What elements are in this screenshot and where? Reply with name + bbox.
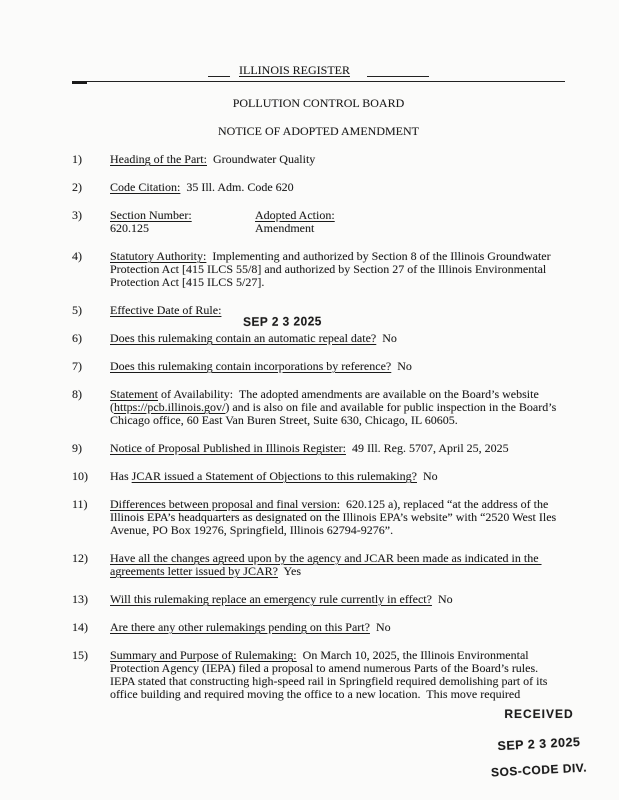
item-label: Summary and Purpose of Rulemaking: [110,648,297,662]
item-number: 6) [72,331,82,345]
item-value: No [391,359,412,373]
section-number-value: 620.125 [110,221,149,235]
adopted-action-value: Amendment [255,221,315,235]
received-date-stamp: SEP 2 3 2025 [497,734,581,754]
item-number: 15) [72,648,88,662]
item-14 [72,621,565,634]
item-15 [72,649,565,701]
item-value: No [416,469,438,483]
item-label: Notice of Proposal Published in Illinois Register: [110,441,346,455]
item-10 [72,470,565,483]
item-body [110,552,565,578]
item-value: Implementing and authorized by Section 8 of the Illinois Groundwater Protection Act [415 ILCS 55/8] and authorized by Section 27 of the Illinois Environmental Protection Act [415 ILCS 5/27]. [110,249,554,289]
item-value: 35 Ill. Adm. Code 620 [180,180,294,194]
item-11 [72,498,565,537]
item-7 [72,360,565,373]
notice-title: NOTICE OF ADOPTED AMENDMENT [218,124,419,138]
item-6 [72,332,565,345]
issue-number-blank [208,65,230,77]
item-label: JCAR issued a Statement of Objections to this rulemaking? [131,469,417,483]
item-label: Will this rulemaking replace an emergency rule currently in effect? [110,592,432,606]
item-body [110,470,565,483]
item-number: 14) [72,620,88,634]
item-9 [72,442,565,455]
item-label: Statement [110,387,158,401]
item-2 [72,181,565,194]
item-value: of Availability: The adopted amendments are available on the Board’s website ( [110,387,542,414]
item-body [110,498,565,537]
item-label: Heading of the Part: [110,152,207,166]
item-body [110,181,565,194]
adopted-action-label: Adopted Action: [255,208,335,222]
item-body [110,388,565,427]
item-label: Statutory Authority: [110,249,207,263]
item-label: Does this rulemaking contain an automatic repeal date? [110,331,377,345]
item-value: Groundwater Quality [206,152,316,166]
page-header [72,64,565,82]
received-stamp [469,707,609,780]
register-title: ILLINOIS REGISTER [239,63,350,77]
item-body [110,360,565,373]
item-number: 11) [72,497,88,511]
item-label: Are there any other rulemakings pending on this Part? [110,620,370,634]
items-list [72,153,565,701]
item-number: 13) [72,592,88,606]
page-number-blank [367,65,429,77]
item-value: 620.125 a), replaced “at the address of the Illinois EPA’s headquarters as designated on the Illinois EPA’s website” with “2520 West Iles Avenue, PO Box 19276, Springfield, Illinois 62794-9276”. [110,497,559,537]
item-label: Differences between proposal and final version: [110,497,341,511]
item-label: Code Citation: [110,180,181,194]
effective-date-stamp: SEP 2 3 2025 [242,314,322,329]
item-prefix: Has [110,469,132,483]
board-title: POLLUTION CONTROL BOARD [232,96,405,110]
item-value: 49 Ill. Reg. 5707, April 25, 2025 [345,441,509,455]
item-body [110,649,565,701]
section-number-label: Section Number: [110,208,192,222]
url-link: https://pcb.illinois.gov/ [114,400,226,414]
item-number: 12) [72,551,88,565]
item-12 [72,552,565,578]
item-13 [72,593,565,606]
item-value: No [369,620,391,634]
sos-code-div-stamp: SOS-CODE DIV. [490,760,588,780]
received-label: RECEIVED [504,707,574,721]
item-number: 10) [72,469,88,483]
item-number: 9) [72,441,82,455]
item-body [110,442,565,455]
item-label: Does this rulemaking contain incorporations by reference? [110,359,392,373]
item-body [110,593,565,606]
item-label: Effective Date of Rule: [110,303,222,317]
item-number: 5) [72,303,82,317]
item-value: ) and is also on file and available for public inspection in the Board’s Chicago office, 60 East Van Buren Street, Suite 630, Chicago, IL 60605. [110,400,560,427]
adopted-action-column [255,209,335,235]
item-number: 8) [72,387,82,401]
section-number-column [110,209,255,235]
item-1 [72,153,565,166]
item-value: Yes [277,564,301,578]
item-number: 2) [72,180,82,194]
page-content [72,64,565,716]
item-value: On March 10, 2025, the Illinois Environmental Protection Agency (IEPA) filed a proposal to amend numerous Parts of the Board’s rules. IEPA stated that constructing high-speed rail in Springfield required demolishing part of its office building and required moving the office to a new location. This move required [110,648,551,701]
item-number: 1) [72,152,82,166]
item-value: No [431,592,453,606]
item-4 [72,250,565,289]
item-number: 7) [72,359,82,373]
item-5 [72,303,565,329]
item-value: No [376,331,397,345]
item-number: 3) [72,208,82,222]
item-label: Have all the changes agreed upon by the agency and JCAR been made as indicated in the agreements letter issued by JCAR? [110,551,542,578]
item-body [110,304,565,317]
item-body [110,209,565,235]
item-8 [72,388,565,427]
item-number: 4) [72,249,82,263]
item-body [110,621,565,634]
item-3 [72,209,565,235]
item-body [110,332,565,345]
item-body [110,153,565,166]
item-body [110,250,565,289]
